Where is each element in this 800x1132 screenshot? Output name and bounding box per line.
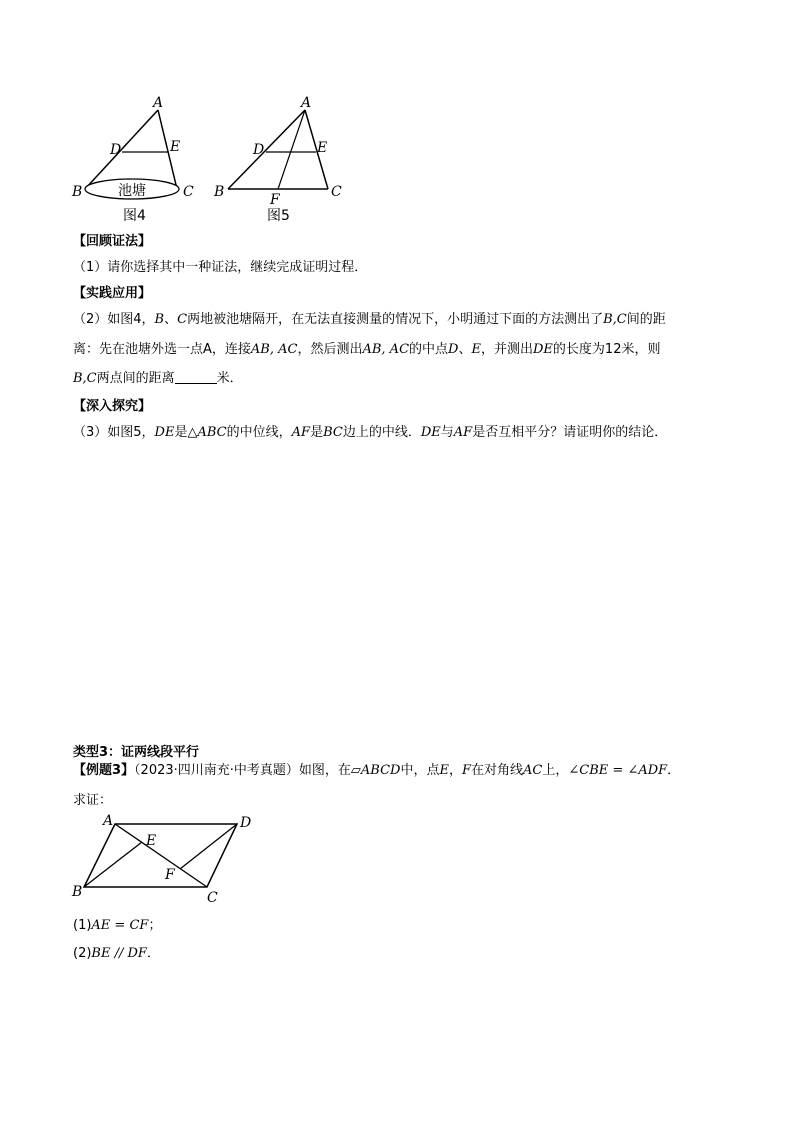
answer-blank — [175, 371, 217, 384]
fig4-label-a: A — [153, 95, 164, 111]
para-label-d: D — [240, 815, 252, 831]
figure-5 — [210, 92, 350, 227]
question-2-line-1: （2）如图4，B、C两地被池塘隔开，在无法直接测量的情况下，小明通过下面的方法测出了B,C间的距 — [73, 312, 666, 327]
prove-item-1: (1)AE = CF； — [73, 918, 162, 933]
para-label-b: B — [72, 884, 83, 900]
figure-4 — [70, 92, 210, 227]
fig5-label-a: A — [301, 95, 312, 111]
fig4-caption: 图4 — [123, 208, 146, 224]
question-2-line-3: B,C两点间的距离 米． — [73, 371, 243, 386]
fig5-label-d: D — [253, 142, 265, 158]
para-label-c: C — [207, 890, 218, 906]
para-label-e: E — [146, 833, 157, 849]
fig4-pond-label: 池塘 — [118, 183, 146, 199]
explore-heading: 【深入探究】 — [73, 399, 152, 414]
fig5-label-c: C — [331, 184, 342, 200]
fig5-label-e: E — [317, 140, 328, 156]
review-heading: 【回顾证法】 — [73, 234, 152, 249]
parallelogram-figure — [70, 810, 260, 910]
example-3-statement: 【例题3】（2023·四川南充·中考真题）如图，在▱ABCD中，点E，F在对角线AC上，∠CBE = ∠ADF． — [73, 763, 681, 778]
type-3-heading: 类型3：证两线段平行 — [73, 745, 200, 760]
fig4-label-e: E — [170, 139, 181, 155]
question-3: （3）如图5，DE是△ABC的中位线，AF是BC边上的中线．DE与AF是否互相平分？请证明你的结论． — [73, 425, 668, 440]
question-1: （1）请你选择其中一种证法，继续完成证明过程． — [73, 260, 368, 275]
fig4-label-b: B — [72, 184, 83, 200]
fig4-label-d: D — [110, 142, 122, 158]
fig4-label-c: C — [183, 184, 194, 200]
para-label-f: F — [165, 867, 175, 883]
fig5-label-b: B — [214, 184, 225, 200]
para-label-a: A — [103, 813, 114, 829]
practice-heading: 【实践应用】 — [73, 286, 152, 301]
prove-label: 求证： — [73, 793, 113, 808]
fig5-caption: 图5 — [267, 208, 290, 224]
prove-item-2: (2)BE // DF． — [73, 946, 160, 961]
question-2-line-2: 离：先在池塘外选一点A，连接AB, AC，然后测出AB, AC的中点D、E，并测出DE的长度为12米，则 — [73, 342, 661, 357]
fig5-label-f: F — [270, 192, 280, 208]
